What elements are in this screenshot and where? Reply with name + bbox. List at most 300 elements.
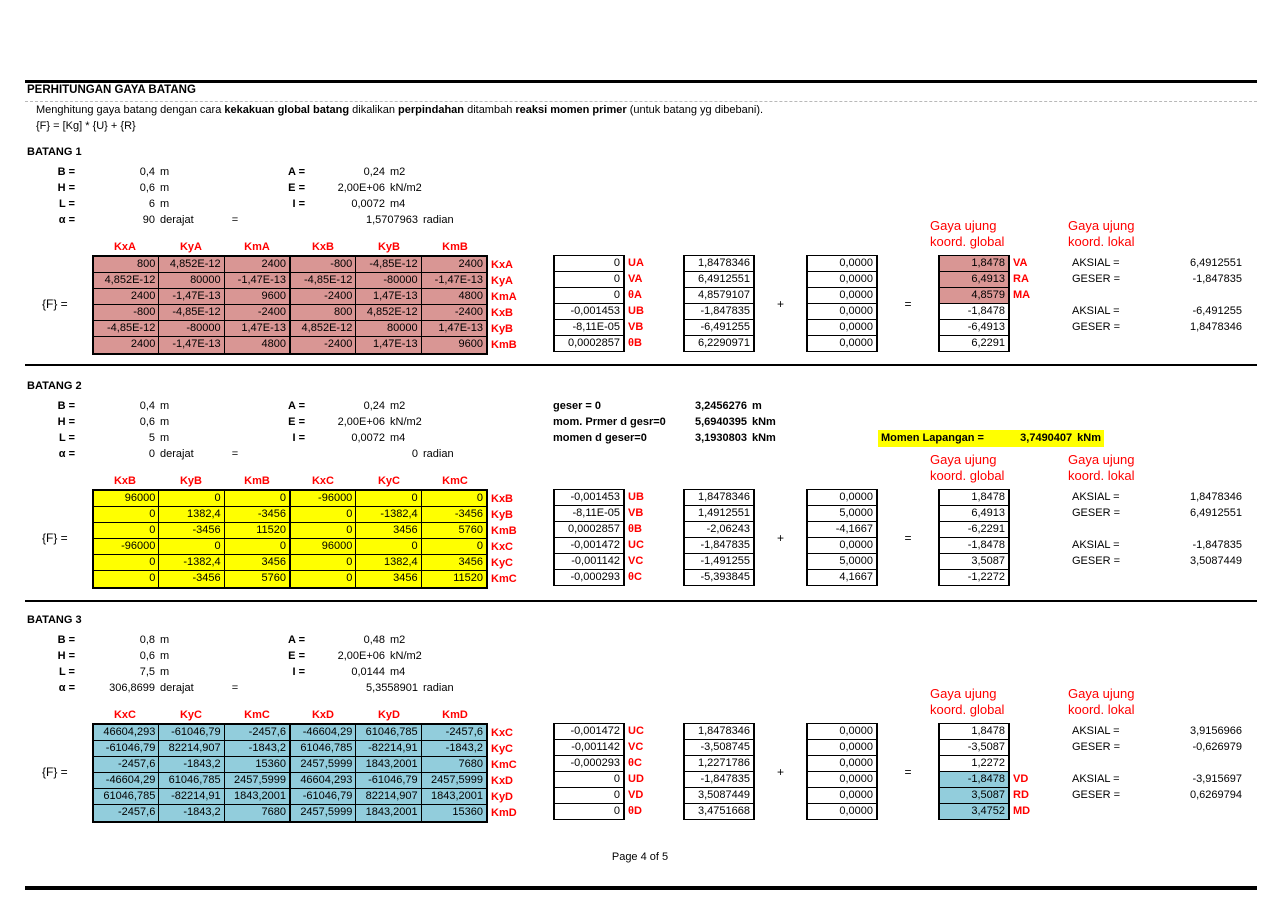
ku-product-vector-box (683, 255, 755, 352)
vector-cell: 0 (555, 788, 623, 804)
vector-cell: 1,4912551 (685, 506, 753, 522)
result-label (1010, 489, 1055, 505)
vector-cell: 1,8478346 (685, 256, 753, 272)
vector-cell: 1,8478346 (685, 724, 753, 740)
header-line: Gaya ujung (1068, 452, 1135, 467)
lokal-label: AKSIAL = (1072, 305, 1120, 317)
matrix-cell: 96000 (291, 539, 356, 554)
lokal-row (1068, 723, 1257, 739)
header-line: koord. global (930, 234, 1005, 249)
param-value: 0,0144 (351, 666, 385, 678)
matrix-cell: 9600 (458, 338, 483, 350)
vector-label: UC (628, 725, 644, 737)
lokal-value: 3,9156966 (1190, 725, 1242, 737)
matrix-cell: -2457,6 (94, 757, 159, 772)
vector-cell: -0,001142 (555, 740, 623, 756)
matrix-row-labels (488, 473, 541, 587)
matrix-cell: -1843,2 (225, 741, 291, 756)
lokal-label (1068, 803, 1153, 819)
ku-product-vector-box (683, 723, 755, 820)
shear-info-block (553, 398, 776, 446)
vector-cell: -1,847835 (685, 538, 753, 554)
alpha-label: α = (58, 682, 75, 694)
result-vector (938, 723, 1055, 820)
param-label: E = (288, 182, 305, 194)
result-cell: -1,8478 (940, 304, 1008, 320)
result-cell: 6,4913 (940, 272, 1008, 288)
lokal-label (1068, 755, 1153, 771)
result-cell: 1,2272 (940, 756, 1008, 772)
matrix-cell: 1843,2001 (356, 757, 421, 772)
stiffness-matrix (92, 707, 488, 823)
vector-cell: 0,0002857 (555, 522, 623, 538)
vector-cell: 0,0000 (808, 304, 876, 320)
params-block (27, 398, 454, 462)
f-equals-label: {F} = (42, 531, 68, 545)
param-value: 0,4 (139, 166, 155, 178)
lokal-label: AKSIAL = (1072, 257, 1120, 269)
matrix-col-header: KxB (311, 241, 334, 253)
reaction-vector (806, 489, 878, 586)
vector-cell: 1,8478346 (685, 490, 753, 506)
matrix-cell: -1843,2 (159, 805, 224, 821)
param-unit: kN/m2 (390, 182, 422, 194)
lokal-label (1068, 335, 1153, 351)
section-batang-2 (0, 378, 1280, 600)
lokal-row (1068, 787, 1257, 803)
matrix-cell: 3456 (356, 571, 421, 587)
matrix-cell: -82214,91 (159, 789, 224, 804)
param-value: 2,00E+06 (337, 182, 385, 194)
param-label: E = (288, 416, 305, 428)
vector-cell: 6,2290971 (685, 336, 753, 352)
vector-label: VB (628, 321, 644, 333)
displacement-vector-box (553, 489, 625, 586)
param-label: A = (287, 166, 305, 178)
description-text: Menghitung gaya batang dengan cara (36, 104, 225, 116)
matrix-cell: 1843,2001 (225, 789, 291, 804)
lokal-label: GESER = (1072, 321, 1120, 333)
matrix-cell: -46604,29 (94, 773, 159, 788)
param-label: H = (57, 416, 75, 428)
result-cell: 3,5087 (940, 788, 1008, 804)
matrix-cell: -3456 (454, 508, 483, 520)
matrix-cell: -3456 (225, 507, 291, 522)
lokal-label: AKSIAL = (1072, 773, 1120, 785)
description-bold: perpindahan (398, 104, 465, 116)
param-unit: m (160, 198, 170, 210)
param-row (27, 430, 454, 446)
matrix-cell: 0 (291, 523, 356, 538)
section-separator-2 (25, 600, 1257, 602)
header-line: koord. lokal (1068, 702, 1135, 717)
vector-cell: 0 (555, 256, 623, 272)
matrix-row-label: KxC (491, 727, 514, 739)
param-unit: m (160, 182, 170, 194)
vector-cell: -0,001472 (555, 538, 623, 554)
matrix-cell: 2457,5999 (225, 773, 291, 788)
param-unit: m (160, 166, 170, 178)
result-label (1010, 569, 1055, 585)
description-text: dikalikan (349, 104, 398, 116)
lokal-value: 0,6269794 (1190, 789, 1242, 801)
header-line: koord. lokal (1068, 468, 1135, 483)
vector-cell: 0 (555, 288, 623, 304)
matrix-row-label: KmD (491, 807, 517, 819)
vector-cell: -0,001142 (555, 554, 623, 570)
description (36, 104, 763, 116)
result-label: RA (1013, 273, 1029, 285)
vector-cell: 5,0000 (808, 506, 876, 522)
alpha-label: α = (58, 214, 75, 226)
matrix-cell: -1,47E-13 (159, 337, 224, 353)
plus-sign: + (776, 296, 784, 311)
ku-product-vector (683, 489, 755, 586)
lokal-value (1153, 569, 1257, 585)
param-value: 0,48 (363, 634, 385, 646)
matrix-col-header: KmB (244, 475, 270, 487)
param-row (27, 648, 454, 664)
matrix-cell: -2457,6 (445, 726, 483, 738)
matrix-col-headers (92, 473, 488, 489)
vector-cell: 0,0000 (808, 724, 876, 740)
description-text: ditambah (464, 104, 516, 116)
equals-sign: = (231, 682, 239, 694)
lokal-label (1068, 287, 1153, 303)
param-row (27, 180, 454, 196)
vector-cell: -0,001453 (555, 490, 623, 506)
vector-cell: -8,11E-05 (555, 506, 623, 522)
lokal-value: 1,8478346 (1190, 321, 1242, 333)
matrix-cell: 2400 (94, 289, 159, 304)
vector-cell: 3,5087449 (685, 788, 753, 804)
displacement-vector (553, 255, 672, 352)
matrix-cell: 0 (291, 507, 356, 522)
result-vector (938, 255, 1055, 352)
vector-label: θA (628, 289, 642, 301)
matrix-cell: -2400 (291, 289, 356, 304)
page-title: PERHITUNGAN GAYA BATANG (27, 84, 196, 96)
reaction-vector (806, 255, 878, 352)
result-vector-labels (1010, 723, 1055, 820)
param-row (27, 632, 454, 648)
matrix-col-header: KyC (377, 475, 400, 487)
lokal-row (1068, 319, 1257, 335)
matrix-cell: 2400 (225, 257, 291, 272)
matrix-cell: -2400 (225, 305, 291, 320)
vector-cell: -0,000293 (555, 756, 623, 772)
matrix-cell: -1843,2 (445, 742, 483, 754)
displacement-vector-labels (625, 255, 672, 352)
result-label: VD (1013, 773, 1029, 785)
matrix-col-header: KyC (179, 709, 202, 721)
matrix-cell: 0 (94, 523, 159, 538)
param-row-alpha (27, 680, 454, 696)
matrix-cell: 61046,785 (356, 725, 421, 740)
description-text: (untuk batang yg dibebani). (626, 104, 764, 116)
lokal-row (1068, 489, 1257, 505)
result-cell: 1,8478 (940, 490, 1008, 506)
matrix-cell: 1843,2001 (356, 805, 421, 821)
header-line: Gaya ujung (1068, 218, 1135, 233)
lokal-row (1068, 553, 1257, 569)
matrix-cell: 0 (159, 539, 224, 554)
shear-row (553, 414, 776, 430)
matrix-cell: -4,85E-12 (291, 273, 356, 288)
matrix-data-row (94, 773, 486, 789)
reaction-vector-box (806, 489, 878, 586)
matrix-cell: -1843,2 (159, 757, 224, 772)
formula: {F} = [Kg] * {U} + {R} (36, 120, 136, 132)
f-equals-label: {F} = (42, 297, 68, 311)
param-label: H = (57, 650, 75, 662)
lokal-value: 6,4912551 (1190, 257, 1242, 269)
matrix-col-header: KxD (311, 709, 334, 721)
matrix-cell: 4,852E-12 (291, 321, 356, 336)
lokal-row (1068, 771, 1257, 787)
alpha-value: 0 (148, 448, 155, 460)
vector-label: VA (628, 273, 643, 285)
lokal-label: GESER = (1072, 273, 1120, 285)
matrix-row-label: KyC (491, 743, 514, 755)
vector-cell: -1,847835 (685, 304, 753, 320)
matrix-cell: -2400 (454, 306, 483, 318)
matrix-col-headers (92, 707, 488, 723)
matrix-data-row (94, 571, 486, 587)
param-unit: m2 (390, 400, 406, 412)
matrix-col-header: KyD (377, 709, 400, 721)
momen-lapangan-highlight (878, 430, 1104, 447)
param-label: I = (292, 666, 305, 678)
vector-label: VC (628, 555, 644, 567)
shear-unit: m (752, 400, 762, 412)
radian-unit: radian (423, 214, 454, 226)
matrix-cell: -4,85E-12 (94, 321, 159, 336)
result-cell: 1,8478 (940, 724, 1008, 740)
shear-label: geser = 0 (553, 400, 602, 412)
header-line: Gaya ujung (930, 452, 997, 467)
param-label: B = (57, 634, 75, 646)
lokal-label: GESER = (1072, 741, 1120, 753)
vector-cell: 0,0000 (808, 538, 876, 554)
gaya-lokal-values (1068, 255, 1257, 351)
param-value: 0,8 (139, 634, 155, 646)
result-cell: -6,2291 (940, 522, 1008, 538)
param-value: 0,6 (139, 182, 155, 194)
matrix-data-row (94, 539, 486, 555)
lokal-label: AKSIAL = (1072, 491, 1120, 503)
lokal-row (1068, 569, 1257, 585)
param-label: I = (292, 198, 305, 210)
matrix-cell: 7680 (225, 805, 291, 821)
matrix-row-label: KmB (491, 525, 517, 537)
matrix-cell: 61046,785 (291, 741, 356, 756)
param-unit: m (160, 432, 170, 444)
vector-cell: 5,0000 (808, 554, 876, 570)
matrix-cell: -80000 (356, 273, 421, 288)
param-unit: m2 (390, 634, 406, 646)
matrix-cell: -2457,6 (225, 725, 291, 740)
matrix-col-header: KmB (442, 241, 468, 253)
matrix-cell: 15360 (225, 757, 291, 772)
displacement-vector-box (553, 255, 625, 352)
result-vector-box (938, 255, 1010, 352)
matrix-cell: -1,47E-13 (434, 274, 483, 286)
lokal-label: GESER = (1072, 555, 1120, 567)
matrix-cell: 3456 (458, 556, 483, 568)
vector-cell: -0,000293 (555, 570, 623, 586)
vector-cell: 4,1667 (808, 570, 876, 586)
vector-cell: 0,0000 (808, 756, 876, 772)
ku-product-vector-box (683, 489, 755, 586)
params-block (27, 632, 454, 696)
stiffness-matrix (92, 239, 488, 355)
lokal-label: GESER = (1072, 789, 1120, 801)
params-block (27, 164, 454, 228)
result-cell: -3,5087 (940, 740, 1008, 756)
matrix-col-header: KmC (442, 475, 468, 487)
result-cell: 3,5087 (940, 554, 1008, 570)
matrix-cell: -4,85E-12 (159, 305, 224, 320)
vector-cell: 0,0000 (808, 490, 876, 506)
matrix-cell: 4800 (225, 337, 291, 353)
matrix-cell: 2400 (458, 258, 483, 270)
vector-cell: 0,0000 (808, 272, 876, 288)
matrix-data-row (94, 741, 486, 757)
page-footer: Page 4 of 5 (611, 851, 669, 863)
matrix-cell: 0 (291, 571, 356, 587)
param-label: H = (57, 182, 75, 194)
displacement-vector-box (553, 723, 625, 820)
lokal-value: -6,491255 (1192, 305, 1242, 317)
matrix-cell: -80000 (159, 321, 224, 336)
lokal-row (1068, 287, 1257, 303)
matrix-col-header: KxC (113, 709, 136, 721)
section-title: BATANG 2 (27, 380, 82, 392)
matrix-row-label: KxC (491, 541, 514, 553)
vector-cell: 0 (555, 804, 623, 820)
vector-cell: 6,4912551 (685, 272, 753, 288)
section-batang-1 (0, 144, 1280, 366)
matrix-grid (92, 255, 488, 355)
matrix-cell: -61046,79 (94, 741, 159, 756)
matrix-data-row (94, 289, 486, 305)
param-row (27, 196, 454, 212)
result-label: RD (1013, 789, 1029, 801)
matrix-row-label: KmC (491, 573, 517, 585)
param-label: L = (58, 432, 75, 444)
matrix-cell: 4800 (458, 290, 483, 302)
plus-sign: + (776, 764, 784, 779)
shear-unit: kNm (752, 416, 776, 428)
shear-value: 5,6940395 (695, 416, 747, 428)
matrix-data-row (94, 305, 486, 321)
matrix-cell: -4,85E-12 (356, 257, 421, 272)
matrix-cell: 800 (94, 257, 159, 272)
param-value: 2,00E+06 (337, 650, 385, 662)
matrix-cell: 1382,4 (159, 507, 224, 522)
matrix-row-label: KxB (491, 307, 514, 319)
vector-cell: -1,847835 (685, 772, 753, 788)
lokal-row (1068, 739, 1257, 755)
vector-label: UD (628, 773, 644, 785)
lokal-row (1068, 505, 1257, 521)
result-label (1010, 335, 1055, 351)
vector-cell: 0 (555, 772, 623, 788)
matrix-cell: 0 (225, 539, 291, 554)
result-vector-labels (1010, 255, 1055, 352)
matrix-row-labels (488, 239, 541, 353)
result-label (1010, 553, 1055, 569)
lokal-value: -3,915697 (1192, 773, 1242, 785)
header-line: Gaya ujung (930, 218, 997, 233)
reaction-vector-box (806, 723, 878, 820)
matrix-cell: 5760 (458, 524, 483, 536)
result-cell: 4,8579 (940, 288, 1008, 304)
matrix-cell: 80000 (159, 273, 224, 288)
description-bold: reaksi momen primer (515, 104, 627, 116)
displacement-vector (553, 489, 672, 586)
lokal-value (1153, 287, 1257, 303)
lokal-row (1068, 255, 1257, 271)
ku-product-vector (683, 255, 755, 352)
matrix-col-header: KxB (113, 475, 136, 487)
matrix-cell: 11520 (225, 523, 291, 538)
vector-cell: -2,06243 (685, 522, 753, 538)
param-label: L = (58, 666, 75, 678)
matrix-cell: 4,852E-12 (356, 305, 421, 320)
matrix-cell: 61046,785 (159, 773, 224, 788)
matrix-row (27, 239, 1257, 355)
vector-cell: -6,491255 (685, 320, 753, 336)
alpha-value: 306,8699 (109, 682, 155, 694)
matrix-cell: 1,47E-13 (356, 289, 421, 304)
matrix-row-label: KmB (491, 339, 517, 351)
equals-sign: = (904, 296, 912, 311)
matrix-cell: -96000 (291, 491, 356, 506)
vector-cell: -3,508745 (685, 740, 753, 756)
matrix-data-row (94, 337, 486, 353)
matrix-cell: 1,47E-13 (438, 322, 483, 334)
param-row-alpha (27, 446, 454, 462)
param-label: E = (288, 650, 305, 662)
param-unit: kN/m2 (390, 650, 422, 662)
param-label: B = (57, 400, 75, 412)
matrix-grid (92, 489, 488, 589)
vector-cell: -5,393845 (685, 570, 753, 586)
radian-unit: radian (423, 448, 454, 460)
param-label: B = (57, 166, 75, 178)
matrix-cell: 9600 (225, 289, 291, 304)
matrix-cell: 0 (476, 492, 483, 504)
equals-sign: = (231, 214, 239, 226)
param-value: 2,00E+06 (337, 416, 385, 428)
matrix-cell: 1,47E-13 (225, 321, 291, 336)
param-value: 0,24 (363, 400, 385, 412)
matrix-cell: 3456 (356, 523, 421, 538)
param-row-alpha (27, 212, 454, 228)
matrix-col-headers (92, 239, 488, 255)
lokal-value (1153, 803, 1257, 819)
vector-cell: 0,0000 (808, 256, 876, 272)
result-label (1010, 723, 1055, 739)
matrix-cell: 11520 (453, 572, 483, 584)
matrix-data-row (94, 273, 486, 289)
param-unit: m (160, 666, 170, 678)
displacement-vector-labels (625, 723, 672, 820)
vector-label: θB (628, 523, 642, 535)
matrix-cell: -61046,79 (356, 773, 421, 788)
